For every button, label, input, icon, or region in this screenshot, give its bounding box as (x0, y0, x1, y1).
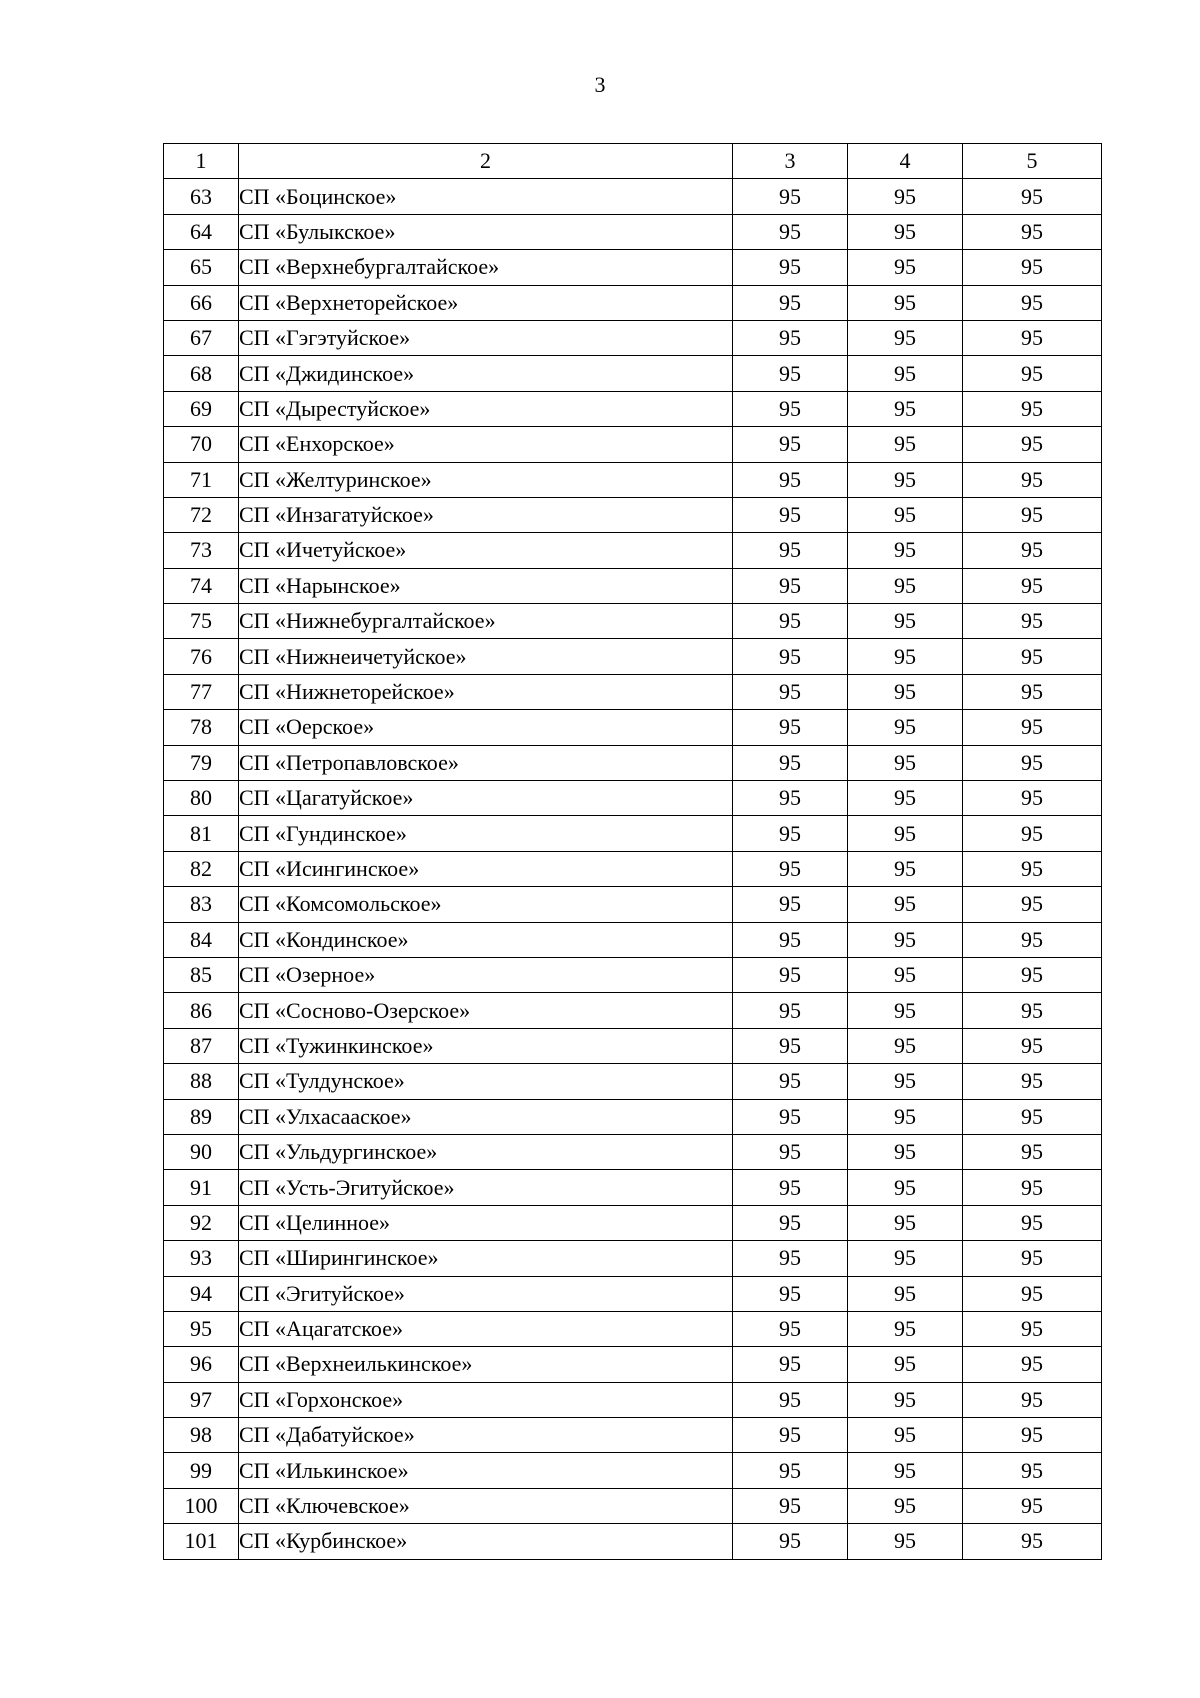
col-3-value-cell: 95 (733, 285, 848, 320)
col-4-value-cell: 95 (848, 604, 963, 639)
col-5-value-cell: 95 (963, 887, 1102, 922)
settlement-name-cell: СП «Енхорское» (239, 427, 733, 462)
settlement-name-cell: СП «Курбинское» (239, 1524, 733, 1559)
col-4-value-cell: 95 (848, 1241, 963, 1276)
table-row (164, 250, 1102, 285)
col-3-value-cell: 95 (733, 1347, 848, 1382)
col-3-value-cell: 95 (733, 639, 848, 674)
col-5-value-cell: 95 (963, 1241, 1102, 1276)
col-3-value-cell: 95 (733, 1276, 848, 1311)
header-col-5: 5 (963, 144, 1102, 179)
col-3-value-cell: 95 (733, 922, 848, 957)
settlement-name-cell: СП «Верхнеилькинское» (239, 1347, 733, 1382)
settlement-name-cell: СП «Нижнебургалтайское» (239, 604, 733, 639)
col-4-value-cell: 95 (848, 1311, 963, 1346)
settlement-name-cell: СП «Ичетуйское» (239, 533, 733, 568)
col-4-value-cell: 95 (848, 957, 963, 992)
table-row (164, 816, 1102, 851)
col-4-value-cell: 95 (848, 391, 963, 426)
col-3-value-cell: 95 (733, 1241, 848, 1276)
col-3-value-cell: 95 (733, 1382, 848, 1417)
table-row (164, 851, 1102, 886)
col-5-value-cell: 95 (963, 710, 1102, 745)
table-row (164, 887, 1102, 922)
table-row (164, 1453, 1102, 1488)
col-3-value-cell: 95 (733, 427, 848, 462)
col-5-value-cell: 95 (963, 1453, 1102, 1488)
col-5-value-cell: 95 (963, 674, 1102, 709)
settlement-name-cell: СП «Дабатуйское» (239, 1418, 733, 1453)
page-number: 3 (594, 72, 606, 97)
col-5-value-cell: 95 (963, 1524, 1102, 1559)
settlement-name-cell: СП «Гэгэтуйское» (239, 320, 733, 355)
settlement-name-cell: СП «Нарынское» (239, 568, 733, 603)
settlement-name-cell: СП «Петропавловское» (239, 745, 733, 780)
col-5-value-cell: 95 (963, 568, 1102, 603)
row-number-cell: 90 (164, 1134, 239, 1169)
col-5-value-cell: 95 (963, 285, 1102, 320)
col-3-value-cell: 95 (733, 887, 848, 922)
col-3-value-cell: 95 (733, 1205, 848, 1240)
settlement-name-cell: СП «Боцинское» (239, 179, 733, 214)
row-number-cell: 87 (164, 1028, 239, 1063)
col-5-value-cell: 95 (963, 250, 1102, 285)
col-4-value-cell: 95 (848, 1453, 963, 1488)
col-4-value-cell: 95 (848, 1418, 963, 1453)
row-number-cell: 73 (164, 533, 239, 568)
col-3-value-cell: 95 (733, 1524, 848, 1559)
settlement-name-cell: СП «Дырестуйское» (239, 391, 733, 426)
col-3-value-cell: 95 (733, 1134, 848, 1169)
col-4-value-cell: 95 (848, 320, 963, 355)
row-number-cell: 92 (164, 1205, 239, 1240)
row-number-cell: 94 (164, 1276, 239, 1311)
row-number-cell: 80 (164, 781, 239, 816)
col-5-value-cell: 95 (963, 922, 1102, 957)
settlement-name-cell: СП «Верхнеторейское» (239, 285, 733, 320)
col-3-value-cell: 95 (733, 568, 848, 603)
table-row (164, 1028, 1102, 1063)
table-row (164, 1205, 1102, 1240)
settlements-table (163, 143, 1102, 1560)
col-4-value-cell: 95 (848, 781, 963, 816)
row-number-cell: 63 (164, 179, 239, 214)
col-3-value-cell: 95 (733, 1418, 848, 1453)
col-5-value-cell: 95 (963, 1347, 1102, 1382)
settlement-name-cell: СП «Гундинское» (239, 816, 733, 851)
settlement-name-cell: СП «Озерное» (239, 957, 733, 992)
settlement-name-cell: СП «Цагатуйское» (239, 781, 733, 816)
settlement-name-cell: СП «Инзагатуйское» (239, 497, 733, 532)
row-number-cell: 95 (164, 1311, 239, 1346)
col-4-value-cell: 95 (848, 1099, 963, 1134)
col-3-value-cell: 95 (733, 1488, 848, 1523)
settlement-name-cell: СП «Тулдунское» (239, 1064, 733, 1099)
col-4-value-cell: 95 (848, 674, 963, 709)
col-5-value-cell: 95 (963, 1064, 1102, 1099)
col-4-value-cell: 95 (848, 993, 963, 1028)
settlement-name-cell: СП «Ключевское» (239, 1488, 733, 1523)
col-5-value-cell: 95 (963, 1134, 1102, 1169)
row-number-cell: 86 (164, 993, 239, 1028)
col-4-value-cell: 95 (848, 179, 963, 214)
settlement-name-cell: СП «Ульдургинское» (239, 1134, 733, 1169)
row-number-cell: 71 (164, 462, 239, 497)
col-5-value-cell: 95 (963, 320, 1102, 355)
col-3-value-cell: 95 (733, 851, 848, 886)
table-row (164, 781, 1102, 816)
col-3-value-cell: 95 (733, 533, 848, 568)
col-3-value-cell: 95 (733, 993, 848, 1028)
row-number-cell: 91 (164, 1170, 239, 1205)
settlement-name-cell: СП «Усть-Эгитуйское» (239, 1170, 733, 1205)
col-3-value-cell: 95 (733, 957, 848, 992)
col-4-value-cell: 95 (848, 1064, 963, 1099)
table-row (164, 710, 1102, 745)
col-3-value-cell: 95 (733, 1028, 848, 1063)
col-4-value-cell: 95 (848, 1488, 963, 1523)
table-row (164, 1418, 1102, 1453)
header-col-4: 4 (848, 144, 963, 179)
col-4-value-cell: 95 (848, 285, 963, 320)
table-body (164, 144, 1102, 1560)
col-5-value-cell: 95 (963, 497, 1102, 532)
col-4-value-cell: 95 (848, 356, 963, 391)
row-number-cell: 74 (164, 568, 239, 603)
table-row (164, 285, 1102, 320)
col-4-value-cell: 95 (848, 887, 963, 922)
row-number-cell: 79 (164, 745, 239, 780)
settlement-name-cell: СП «Кондинское» (239, 922, 733, 957)
col-3-value-cell: 95 (733, 1170, 848, 1205)
col-3-value-cell: 95 (733, 745, 848, 780)
table-row (164, 1347, 1102, 1382)
col-3-value-cell: 95 (733, 391, 848, 426)
col-5-value-cell: 95 (963, 214, 1102, 249)
col-5-value-cell: 95 (963, 1099, 1102, 1134)
row-number-cell: 68 (164, 356, 239, 391)
table-row (164, 639, 1102, 674)
table-row (164, 1241, 1102, 1276)
table-row (164, 427, 1102, 462)
settlement-name-cell: СП «Ацагатское» (239, 1311, 733, 1346)
col-4-value-cell: 95 (848, 922, 963, 957)
row-number-cell: 84 (164, 922, 239, 957)
col-4-value-cell: 95 (848, 533, 963, 568)
col-5-value-cell: 95 (963, 391, 1102, 426)
col-3-value-cell: 95 (733, 1099, 848, 1134)
col-5-value-cell: 95 (963, 179, 1102, 214)
col-4-value-cell: 95 (848, 639, 963, 674)
settlement-name-cell: СП «Ширингинское» (239, 1241, 733, 1276)
col-3-value-cell: 95 (733, 781, 848, 816)
col-5-value-cell: 95 (963, 1170, 1102, 1205)
col-4-value-cell: 95 (848, 250, 963, 285)
settlement-name-cell: СП «Горхонское» (239, 1382, 733, 1417)
table-row (164, 462, 1102, 497)
col-3-value-cell: 95 (733, 214, 848, 249)
row-number-cell: 64 (164, 214, 239, 249)
settlement-name-cell: СП «Оерское» (239, 710, 733, 745)
col-4-value-cell: 95 (848, 745, 963, 780)
settlement-name-cell: СП «Нижнеичетуйское» (239, 639, 733, 674)
header-col-3: 3 (733, 144, 848, 179)
table-row (164, 957, 1102, 992)
row-number-cell: 101 (164, 1524, 239, 1559)
col-3-value-cell: 95 (733, 250, 848, 285)
table-row (164, 922, 1102, 957)
col-5-value-cell: 95 (963, 1028, 1102, 1063)
row-number-cell: 77 (164, 674, 239, 709)
col-4-value-cell: 95 (848, 214, 963, 249)
col-5-value-cell: 95 (963, 1311, 1102, 1346)
table-row (164, 604, 1102, 639)
row-number-cell: 70 (164, 427, 239, 462)
row-number-cell: 98 (164, 1418, 239, 1453)
table-row (164, 1524, 1102, 1559)
table-row (164, 179, 1102, 214)
settlement-name-cell: СП «Джидинское» (239, 356, 733, 391)
table-row (164, 568, 1102, 603)
row-number-cell: 93 (164, 1241, 239, 1276)
header-col-1: 1 (164, 144, 239, 179)
row-number-cell: 75 (164, 604, 239, 639)
col-4-value-cell: 95 (848, 1524, 963, 1559)
row-number-cell: 85 (164, 957, 239, 992)
table-row (164, 1099, 1102, 1134)
row-number-cell: 99 (164, 1453, 239, 1488)
table-row (164, 1276, 1102, 1311)
table-row (164, 993, 1102, 1028)
table-row (164, 1134, 1102, 1169)
col-5-value-cell: 95 (963, 1488, 1102, 1523)
col-4-value-cell: 95 (848, 1134, 963, 1169)
row-number-cell: 81 (164, 816, 239, 851)
col-5-value-cell: 95 (963, 957, 1102, 992)
col-5-value-cell: 95 (963, 816, 1102, 851)
col-4-value-cell: 95 (848, 1028, 963, 1063)
col-4-value-cell: 95 (848, 1276, 963, 1311)
table-header-row (164, 144, 1102, 179)
col-5-value-cell: 95 (963, 851, 1102, 886)
settlement-name-cell: СП «Сосново-Озерское» (239, 993, 733, 1028)
col-5-value-cell: 95 (963, 1418, 1102, 1453)
header-col-2: 2 (239, 144, 733, 179)
col-5-value-cell: 95 (963, 1276, 1102, 1311)
col-5-value-cell: 95 (963, 745, 1102, 780)
row-number-cell: 89 (164, 1099, 239, 1134)
table-row (164, 320, 1102, 355)
col-3-value-cell: 95 (733, 356, 848, 391)
col-4-value-cell: 95 (848, 568, 963, 603)
col-3-value-cell: 95 (733, 497, 848, 532)
col-4-value-cell: 95 (848, 1382, 963, 1417)
settlement-name-cell: СП «Эгитуйское» (239, 1276, 733, 1311)
row-number-cell: 78 (164, 710, 239, 745)
row-number-cell: 65 (164, 250, 239, 285)
table-row (164, 745, 1102, 780)
settlement-name-cell: СП «Нижнеторейское» (239, 674, 733, 709)
col-3-value-cell: 95 (733, 179, 848, 214)
col-3-value-cell: 95 (733, 1064, 848, 1099)
col-3-value-cell: 95 (733, 604, 848, 639)
settlement-name-cell: СП «Илькинское» (239, 1453, 733, 1488)
col-4-value-cell: 95 (848, 851, 963, 886)
table-row (164, 1488, 1102, 1523)
row-number-cell: 88 (164, 1064, 239, 1099)
settlement-name-cell: СП «Улхасаaское» (239, 1099, 733, 1134)
settlement-name-cell: СП «Верхнебургалтайское» (239, 250, 733, 285)
col-5-value-cell: 95 (963, 533, 1102, 568)
col-5-value-cell: 95 (963, 639, 1102, 674)
col-4-value-cell: 95 (848, 497, 963, 532)
col-4-value-cell: 95 (848, 1205, 963, 1240)
col-5-value-cell: 95 (963, 1382, 1102, 1417)
col-5-value-cell: 95 (963, 1205, 1102, 1240)
col-3-value-cell: 95 (733, 816, 848, 851)
col-5-value-cell: 95 (963, 781, 1102, 816)
col-3-value-cell: 95 (733, 710, 848, 745)
row-number-cell: 82 (164, 851, 239, 886)
row-number-cell: 76 (164, 639, 239, 674)
row-number-cell: 100 (164, 1488, 239, 1523)
table-row (164, 391, 1102, 426)
table-row (164, 674, 1102, 709)
col-5-value-cell: 95 (963, 993, 1102, 1028)
table-row (164, 497, 1102, 532)
row-number-cell: 69 (164, 391, 239, 426)
table-row (164, 1064, 1102, 1099)
table-row (164, 356, 1102, 391)
settlement-name-cell: СП «Тужинкинское» (239, 1028, 733, 1063)
col-4-value-cell: 95 (848, 710, 963, 745)
row-number-cell: 67 (164, 320, 239, 355)
col-4-value-cell: 95 (848, 1347, 963, 1382)
table-row (164, 533, 1102, 568)
row-number-cell: 96 (164, 1347, 239, 1382)
col-5-value-cell: 95 (963, 427, 1102, 462)
table-row (164, 214, 1102, 249)
col-5-value-cell: 95 (963, 604, 1102, 639)
table-row (164, 1311, 1102, 1346)
row-number-cell: 83 (164, 887, 239, 922)
col-4-value-cell: 95 (848, 1170, 963, 1205)
table-row (164, 1170, 1102, 1205)
col-3-value-cell: 95 (733, 1311, 848, 1346)
col-4-value-cell: 95 (848, 462, 963, 497)
row-number-cell: 97 (164, 1382, 239, 1417)
col-4-value-cell: 95 (848, 427, 963, 462)
col-3-value-cell: 95 (733, 1453, 848, 1488)
settlement-name-cell: СП «Желтуринское» (239, 462, 733, 497)
row-number-cell: 72 (164, 497, 239, 532)
col-4-value-cell: 95 (848, 816, 963, 851)
col-3-value-cell: 95 (733, 674, 848, 709)
table-row (164, 1382, 1102, 1417)
settlement-name-cell: СП «Комсомольское» (239, 887, 733, 922)
settlement-name-cell: СП «Исингинское» (239, 851, 733, 886)
settlement-name-cell: СП «Булыкское» (239, 214, 733, 249)
col-3-value-cell: 95 (733, 462, 848, 497)
row-number-cell: 66 (164, 285, 239, 320)
col-5-value-cell: 95 (963, 356, 1102, 391)
col-5-value-cell: 95 (963, 462, 1102, 497)
settlement-name-cell: СП «Целинное» (239, 1205, 733, 1240)
col-3-value-cell: 95 (733, 320, 848, 355)
